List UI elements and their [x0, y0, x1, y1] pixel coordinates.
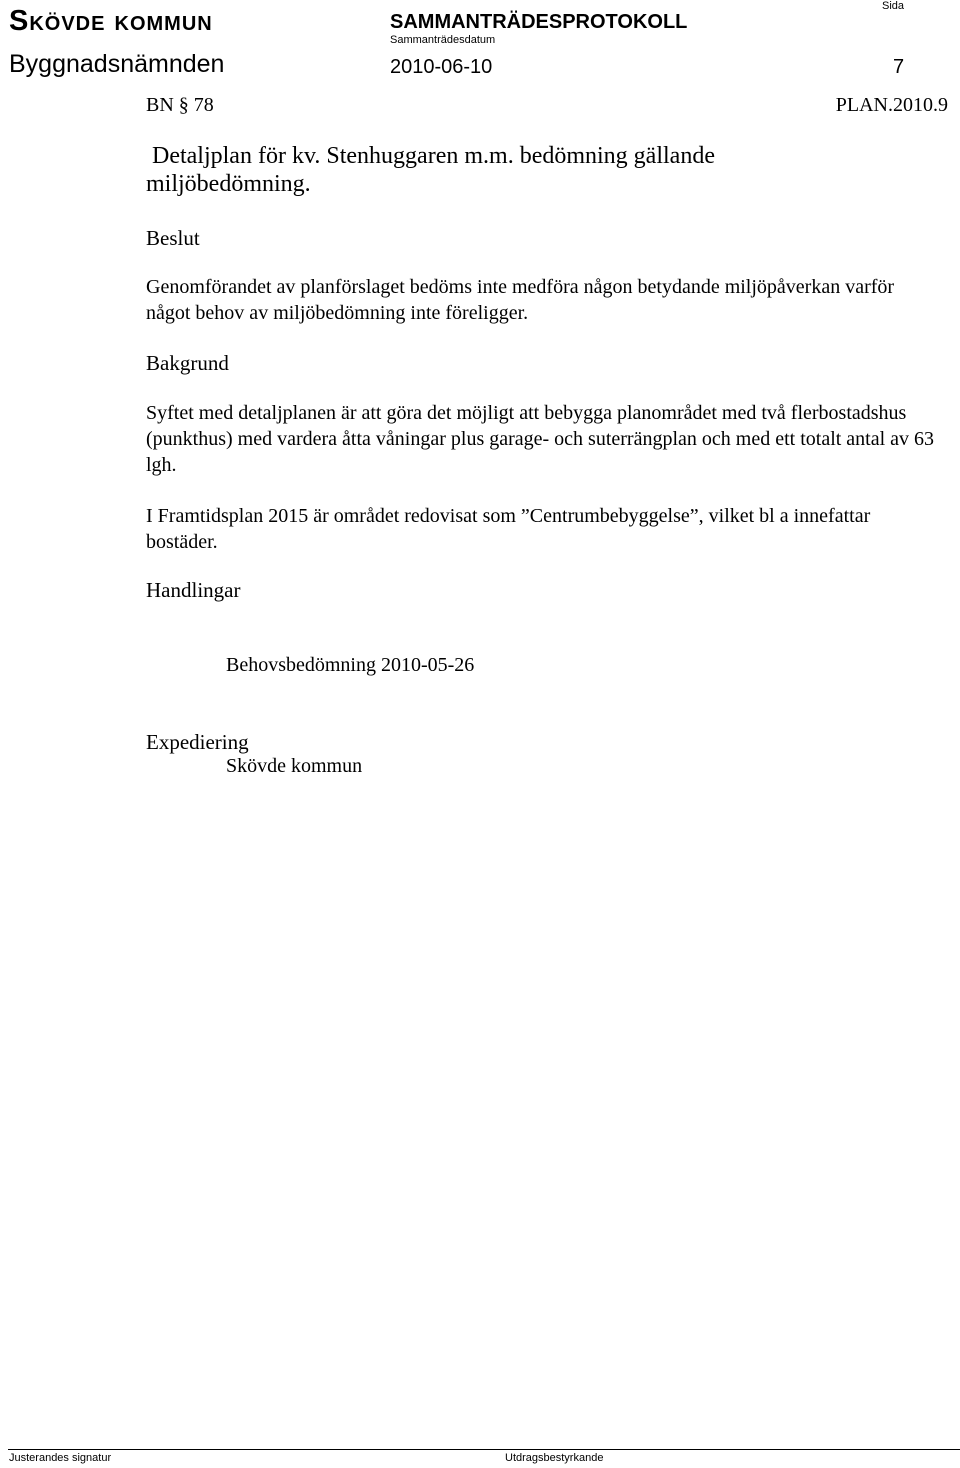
meeting-date: 2010-06-10 [390, 56, 493, 78]
paragraph: Syftet med detaljplanen är att göra det möjligt att bebygga planområdet med två flerbostadshus (punkthus) med vardera åtta våningar plus garage- och suterrängplan och med ett totalt antal av 63 lgh. [146, 402, 935, 476]
footer-divider [8, 1449, 960, 1450]
organization-logo-text: Skövde kommun [9, 5, 213, 37]
case-number: PLAN.2010.9 [835, 94, 948, 116]
page-label: Sida [882, 0, 905, 12]
footer-signature-label: Justerandes signatur [9, 1452, 112, 1464]
section-heading-handlingar: Handlingar [146, 578, 241, 602]
committee-name: Byggnadsnämnden [9, 50, 225, 78]
section-text-bakgrund-2 [146, 503, 936, 555]
paragraph: Genomförandet av planförslaget bedöms inte medföra någon betydande miljöpåverkan varför något behov av miljöbedömning inte föreligger. [146, 276, 895, 324]
paragraph: I Framtidsplan 2015 är området redovisat som ”Centrumbebyggelse”, vilket bl a innefattar bostäder. [146, 505, 871, 553]
section-text-bakgrund [146, 400, 936, 478]
expediering-item: Skövde kommun [226, 755, 363, 777]
meeting-date-label: Sammanträdesdatum [390, 34, 496, 46]
paragraph-reference: BN § 78 [146, 94, 214, 116]
section-text-beslut [146, 274, 936, 326]
item-title: Detaljplan för kv. Stenhuggaren m.m. bedömning gällande miljöbedömning. [146, 143, 715, 197]
page-number: 7 [893, 56, 905, 78]
handlingar-item: Behovsbedömning 2010-05-26 [226, 654, 475, 676]
document-type: SAMMANTRÄDESPROTOKOLL [390, 11, 688, 33]
section-heading-bakgrund: Bakgrund [146, 351, 229, 375]
section-heading-expediering: Expediering [146, 730, 249, 754]
section-heading-beslut: Beslut [146, 226, 200, 250]
footer-extract-label: Utdragsbestyrkande [505, 1452, 604, 1464]
